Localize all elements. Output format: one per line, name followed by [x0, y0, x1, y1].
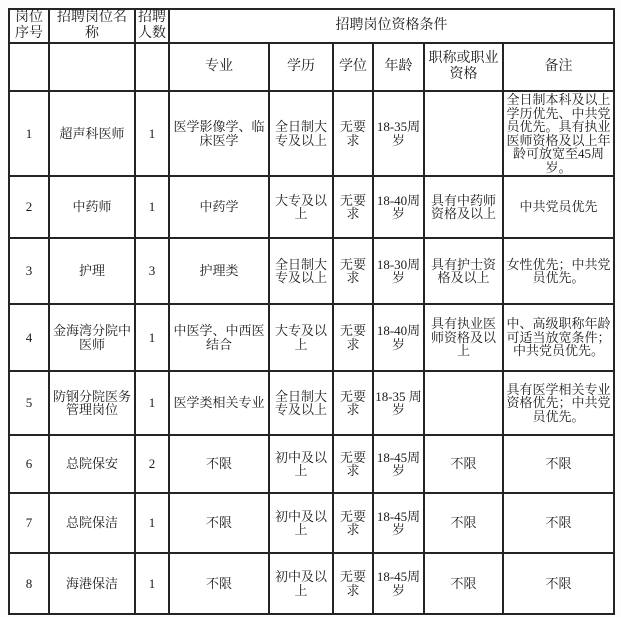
cell-degree: 无要求	[333, 304, 373, 371]
table-body	[9, 91, 614, 614]
header-age: 年龄	[373, 43, 424, 91]
header-major: 专业	[169, 43, 269, 91]
cell-title-qualification: 不限	[424, 553, 503, 614]
cell-position-name: 海港保洁	[49, 553, 135, 614]
cell-title-qualification	[424, 371, 503, 435]
table-row	[9, 91, 614, 176]
cell-age: 18-45周岁	[373, 553, 424, 614]
table-row	[9, 435, 614, 493]
cell-count: 1	[135, 91, 169, 176]
cell-count: 1	[135, 553, 169, 614]
cell-remark: 不限	[503, 553, 614, 614]
cell-age: 18-35周岁	[373, 91, 424, 176]
cell-education: 初中及以上	[269, 435, 333, 493]
cell-title-qualification: 具有执业医师资格及以上	[424, 304, 503, 371]
table-row	[9, 371, 614, 435]
cell-position-name: 总院保安	[49, 435, 135, 493]
header-seq: 岗位序号	[9, 9, 49, 43]
cell-count: 1	[135, 493, 169, 553]
header-row-top	[9, 9, 614, 43]
cell-education: 全日制大专及以上	[269, 371, 333, 435]
cell-age: 18-40周岁	[373, 176, 424, 238]
cell-degree: 无要求	[333, 238, 373, 304]
header-position-name: 招聘岗位名称	[49, 9, 135, 43]
cell-major: 不限	[169, 435, 269, 493]
cell-position-name: 超声科医师	[49, 91, 135, 176]
cell-education: 初中及以上	[269, 493, 333, 553]
cell-major: 不限	[169, 553, 269, 614]
cell-seq: 4	[9, 304, 49, 371]
cell-seq: 3	[9, 238, 49, 304]
cell-age: 18-40周岁	[373, 304, 424, 371]
cell-seq: 5	[9, 371, 49, 435]
header-empty-name	[49, 43, 135, 91]
cell-major: 中医学、中西医结合	[169, 304, 269, 371]
cell-education: 大专及以上	[269, 176, 333, 238]
cell-remark: 全日制本科及以上学历优先、中共党员优先。具有执业医师资格及以上年龄可放宽至45周岁。	[503, 91, 614, 176]
cell-seq: 7	[9, 493, 49, 553]
cell-degree: 无要求	[333, 435, 373, 493]
cell-title-qualification: 不限	[424, 493, 503, 553]
recruitment-table	[8, 8, 615, 615]
header-qualification-group: 招聘岗位资格条件	[169, 9, 614, 43]
header-remark: 备注	[503, 43, 614, 91]
cell-age: 18-35 周岁	[373, 371, 424, 435]
table-row	[9, 493, 614, 553]
cell-remark: 女性优先；中共党员优先。	[503, 238, 614, 304]
header-degree: 学位	[333, 43, 373, 91]
header-empty-count	[135, 43, 169, 91]
cell-seq: 8	[9, 553, 49, 614]
cell-major: 医学影像学、临床医学	[169, 91, 269, 176]
cell-seq: 2	[9, 176, 49, 238]
cell-seq: 1	[9, 91, 49, 176]
cell-count: 1	[135, 371, 169, 435]
cell-education: 大专及以上	[269, 304, 333, 371]
cell-age: 18-30周岁	[373, 238, 424, 304]
cell-position-name: 中药师	[49, 176, 135, 238]
cell-count: 1	[135, 176, 169, 238]
cell-education: 全日制大专及以上	[269, 91, 333, 176]
cell-degree: 无要求	[333, 553, 373, 614]
cell-degree: 无要求	[333, 493, 373, 553]
table-row	[9, 304, 614, 371]
cell-remark: 中共党员优先	[503, 176, 614, 238]
cell-position-name: 护理	[49, 238, 135, 304]
cell-count: 3	[135, 238, 169, 304]
cell-title-qualification	[424, 91, 503, 176]
cell-position-name: 防钢分院医务管理岗位	[49, 371, 135, 435]
cell-degree: 无要求	[333, 176, 373, 238]
cell-count: 1	[135, 304, 169, 371]
cell-age: 18-45周岁	[373, 493, 424, 553]
header-title-qualification: 职称或职业资格	[424, 43, 503, 91]
cell-position-name: 金海湾分院中医师	[49, 304, 135, 371]
document-page	[0, 8, 621, 617]
table-row	[9, 238, 614, 304]
header-empty-seq	[9, 43, 49, 91]
cell-remark: 不限	[503, 435, 614, 493]
header-row-sub	[9, 43, 614, 91]
table-row	[9, 553, 614, 614]
cell-major: 中药学	[169, 176, 269, 238]
cell-count: 2	[135, 435, 169, 493]
table-row	[9, 176, 614, 238]
cell-remark: 中、高级职称年龄可适当放宽条件；中共党员优先。	[503, 304, 614, 371]
cell-degree: 无要求	[333, 371, 373, 435]
cell-remark: 不限	[503, 493, 614, 553]
cell-title-qualification: 具有中药师资格及以上	[424, 176, 503, 238]
cell-education: 初中及以上	[269, 553, 333, 614]
header-count: 招聘人数	[135, 9, 169, 43]
cell-major: 不限	[169, 493, 269, 553]
table-header	[9, 9, 614, 91]
cell-position-name: 总院保洁	[49, 493, 135, 553]
cell-major: 护理类	[169, 238, 269, 304]
cell-remark: 具有医学相关专业资格优先；中共党员优先。	[503, 371, 614, 435]
cell-seq: 6	[9, 435, 49, 493]
cell-title-qualification: 具有护士资格及以上	[424, 238, 503, 304]
cell-degree: 无要求	[333, 91, 373, 176]
cell-age: 18-45周岁	[373, 435, 424, 493]
cell-major: 医学类相关专业	[169, 371, 269, 435]
cell-education: 全日制大专及以上	[269, 238, 333, 304]
header-education: 学历	[269, 43, 333, 91]
cell-title-qualification: 不限	[424, 435, 503, 493]
